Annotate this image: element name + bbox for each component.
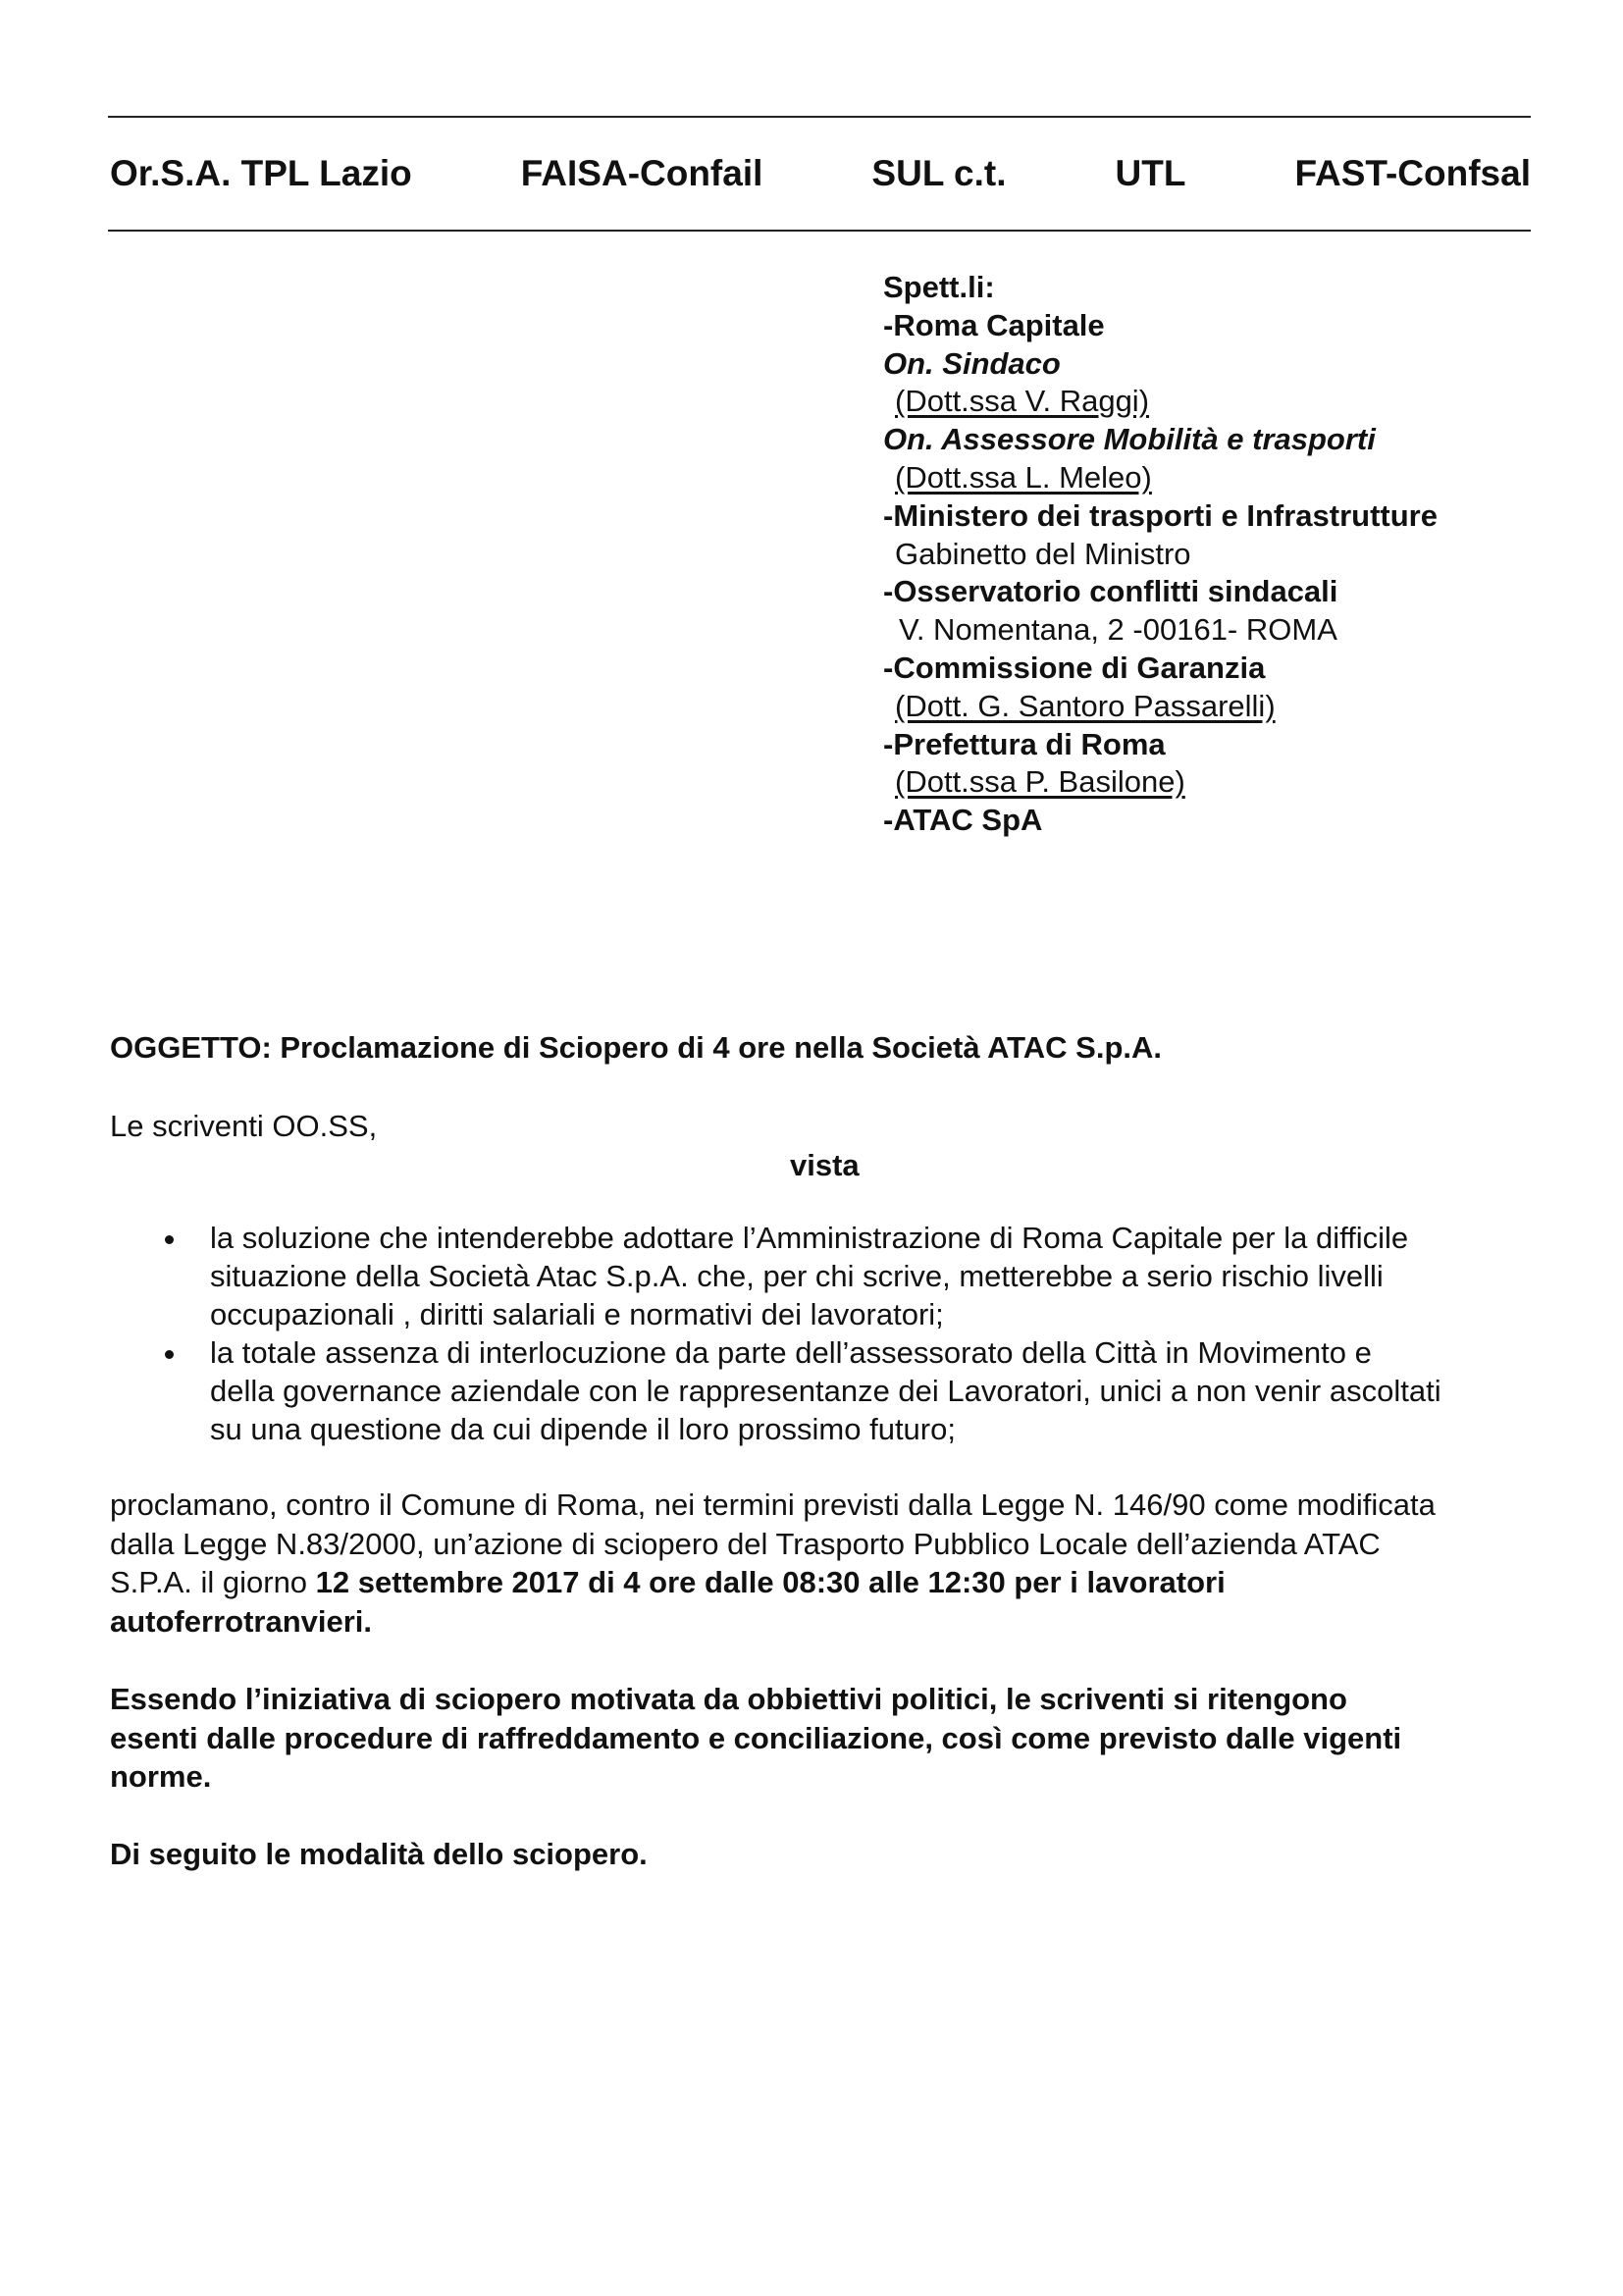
union-orsa: Or.S.A. TPL Lazio bbox=[110, 153, 412, 193]
bullet-text: la totale assenza di interlocuzione da parte dell’assessorato della Città in Movimento e della governance aziendale con le rappresentanze dei Lavoratori, unici a non venir ascoltati su una questione da cui dipende il loro prossimo futuro; bbox=[210, 1335, 1441, 1446]
union-utl: UTL bbox=[1115, 153, 1186, 193]
proclamation-paragraph bbox=[110, 1486, 1533, 1641]
addressee-line: (Dott. G. Santoro Passarelli) bbox=[895, 688, 1276, 723]
addressee-line: (Dott.ssa V. Raggi) bbox=[895, 384, 1150, 419]
closing-line: Di seguito le modalità dello sciopero. bbox=[110, 1837, 648, 1871]
intro-text: Le scriventi OO.SS, bbox=[110, 1109, 378, 1143]
addressee-line: -Roma Capitale bbox=[883, 307, 1105, 342]
addressee-line: (Dott.ssa L. Meleo) bbox=[895, 459, 1152, 495]
union-faisa: FAISA-Confail bbox=[520, 153, 763, 193]
addressee-line: -Prefettura di Roma bbox=[883, 726, 1166, 761]
addressee-line: V. Nomentana, 2 -00161- ROMA bbox=[899, 612, 1337, 648]
proclamation-line bbox=[110, 1563, 1533, 1602]
addressee-line: On. Sindaco bbox=[883, 345, 1061, 381]
addressee-line: -Osservatorio conflitti sindacali bbox=[883, 574, 1338, 609]
proclamation-line: dalla Legge N.83/2000, un’azione di sciopero del Trasporto Pubblico Locale dell’azienda ATAC bbox=[110, 1526, 1381, 1561]
exemption-line: esenti dalle procedure di raffreddamento e conciliazione, così come previsto dalle vigenti bbox=[110, 1720, 1402, 1755]
addressee-line: -Commissione di Garanzia bbox=[883, 650, 1266, 685]
proclamation-text: S.P.A. il giorno bbox=[110, 1565, 316, 1600]
addressee-block bbox=[883, 269, 1438, 840]
bottom-rule bbox=[108, 230, 1531, 232]
proclamation-line: autoferrotranvieri. bbox=[110, 1603, 373, 1639]
exemption-line: Essendo l’iniziativa di sciopero motivata da obbiettivi politici, le scriventi si ritengono bbox=[110, 1682, 1347, 1716]
union-sul: SUL c.t. bbox=[871, 153, 1007, 193]
strike-date: 12 settembre 2017 di 4 ore dalle 08:30 alle 12:30 per i lavoratori bbox=[315, 1565, 1226, 1600]
unions-header bbox=[110, 153, 1531, 194]
exemption-paragraph bbox=[110, 1680, 1533, 1797]
top-rule bbox=[108, 116, 1531, 118]
addressee-line: -Ministero dei trasporti e Infrastrutture bbox=[883, 497, 1438, 533]
addressee-line: On. Assessore Mobilità e trasporti bbox=[883, 422, 1376, 457]
bullet-text: la soluzione che intenderebbe adottare l’Amministrazione di Roma Capitale per la difficile situazione della Società Atac S.p.A. che, per chi scrive, metterebbe a serio rischio livelli occupazionali , diritti salariali e normativi dei lavoratori; bbox=[210, 1221, 1409, 1331]
vista-heading: vista bbox=[790, 1148, 860, 1182]
exemption-line: norme. bbox=[110, 1759, 212, 1795]
union-fast: FAST-Confsal bbox=[1294, 153, 1531, 193]
considerations-list bbox=[157, 1219, 1541, 1448]
list-item bbox=[157, 1333, 1541, 1448]
subject-line: OGGETTO: Proclamazione di Sciopero di 4 ore nella Società ATAC S.p.A. bbox=[110, 1030, 1163, 1065]
bullet-icon bbox=[165, 1235, 174, 1244]
bullet-icon bbox=[165, 1350, 174, 1359]
addressee-line: (Dott.ssa P. Basilone) bbox=[895, 764, 1185, 800]
proclamation-line: proclamano, contro il Comune di Roma, nei termini previsti dalla Legge N. 146/90 come modificata bbox=[110, 1487, 1436, 1522]
addressee-line: Spett.li: bbox=[883, 270, 995, 304]
addressee-line: Gabinetto del Ministro bbox=[895, 536, 1191, 571]
addressee-line: -ATAC SpA bbox=[883, 803, 1043, 838]
list-item bbox=[157, 1219, 1541, 1333]
